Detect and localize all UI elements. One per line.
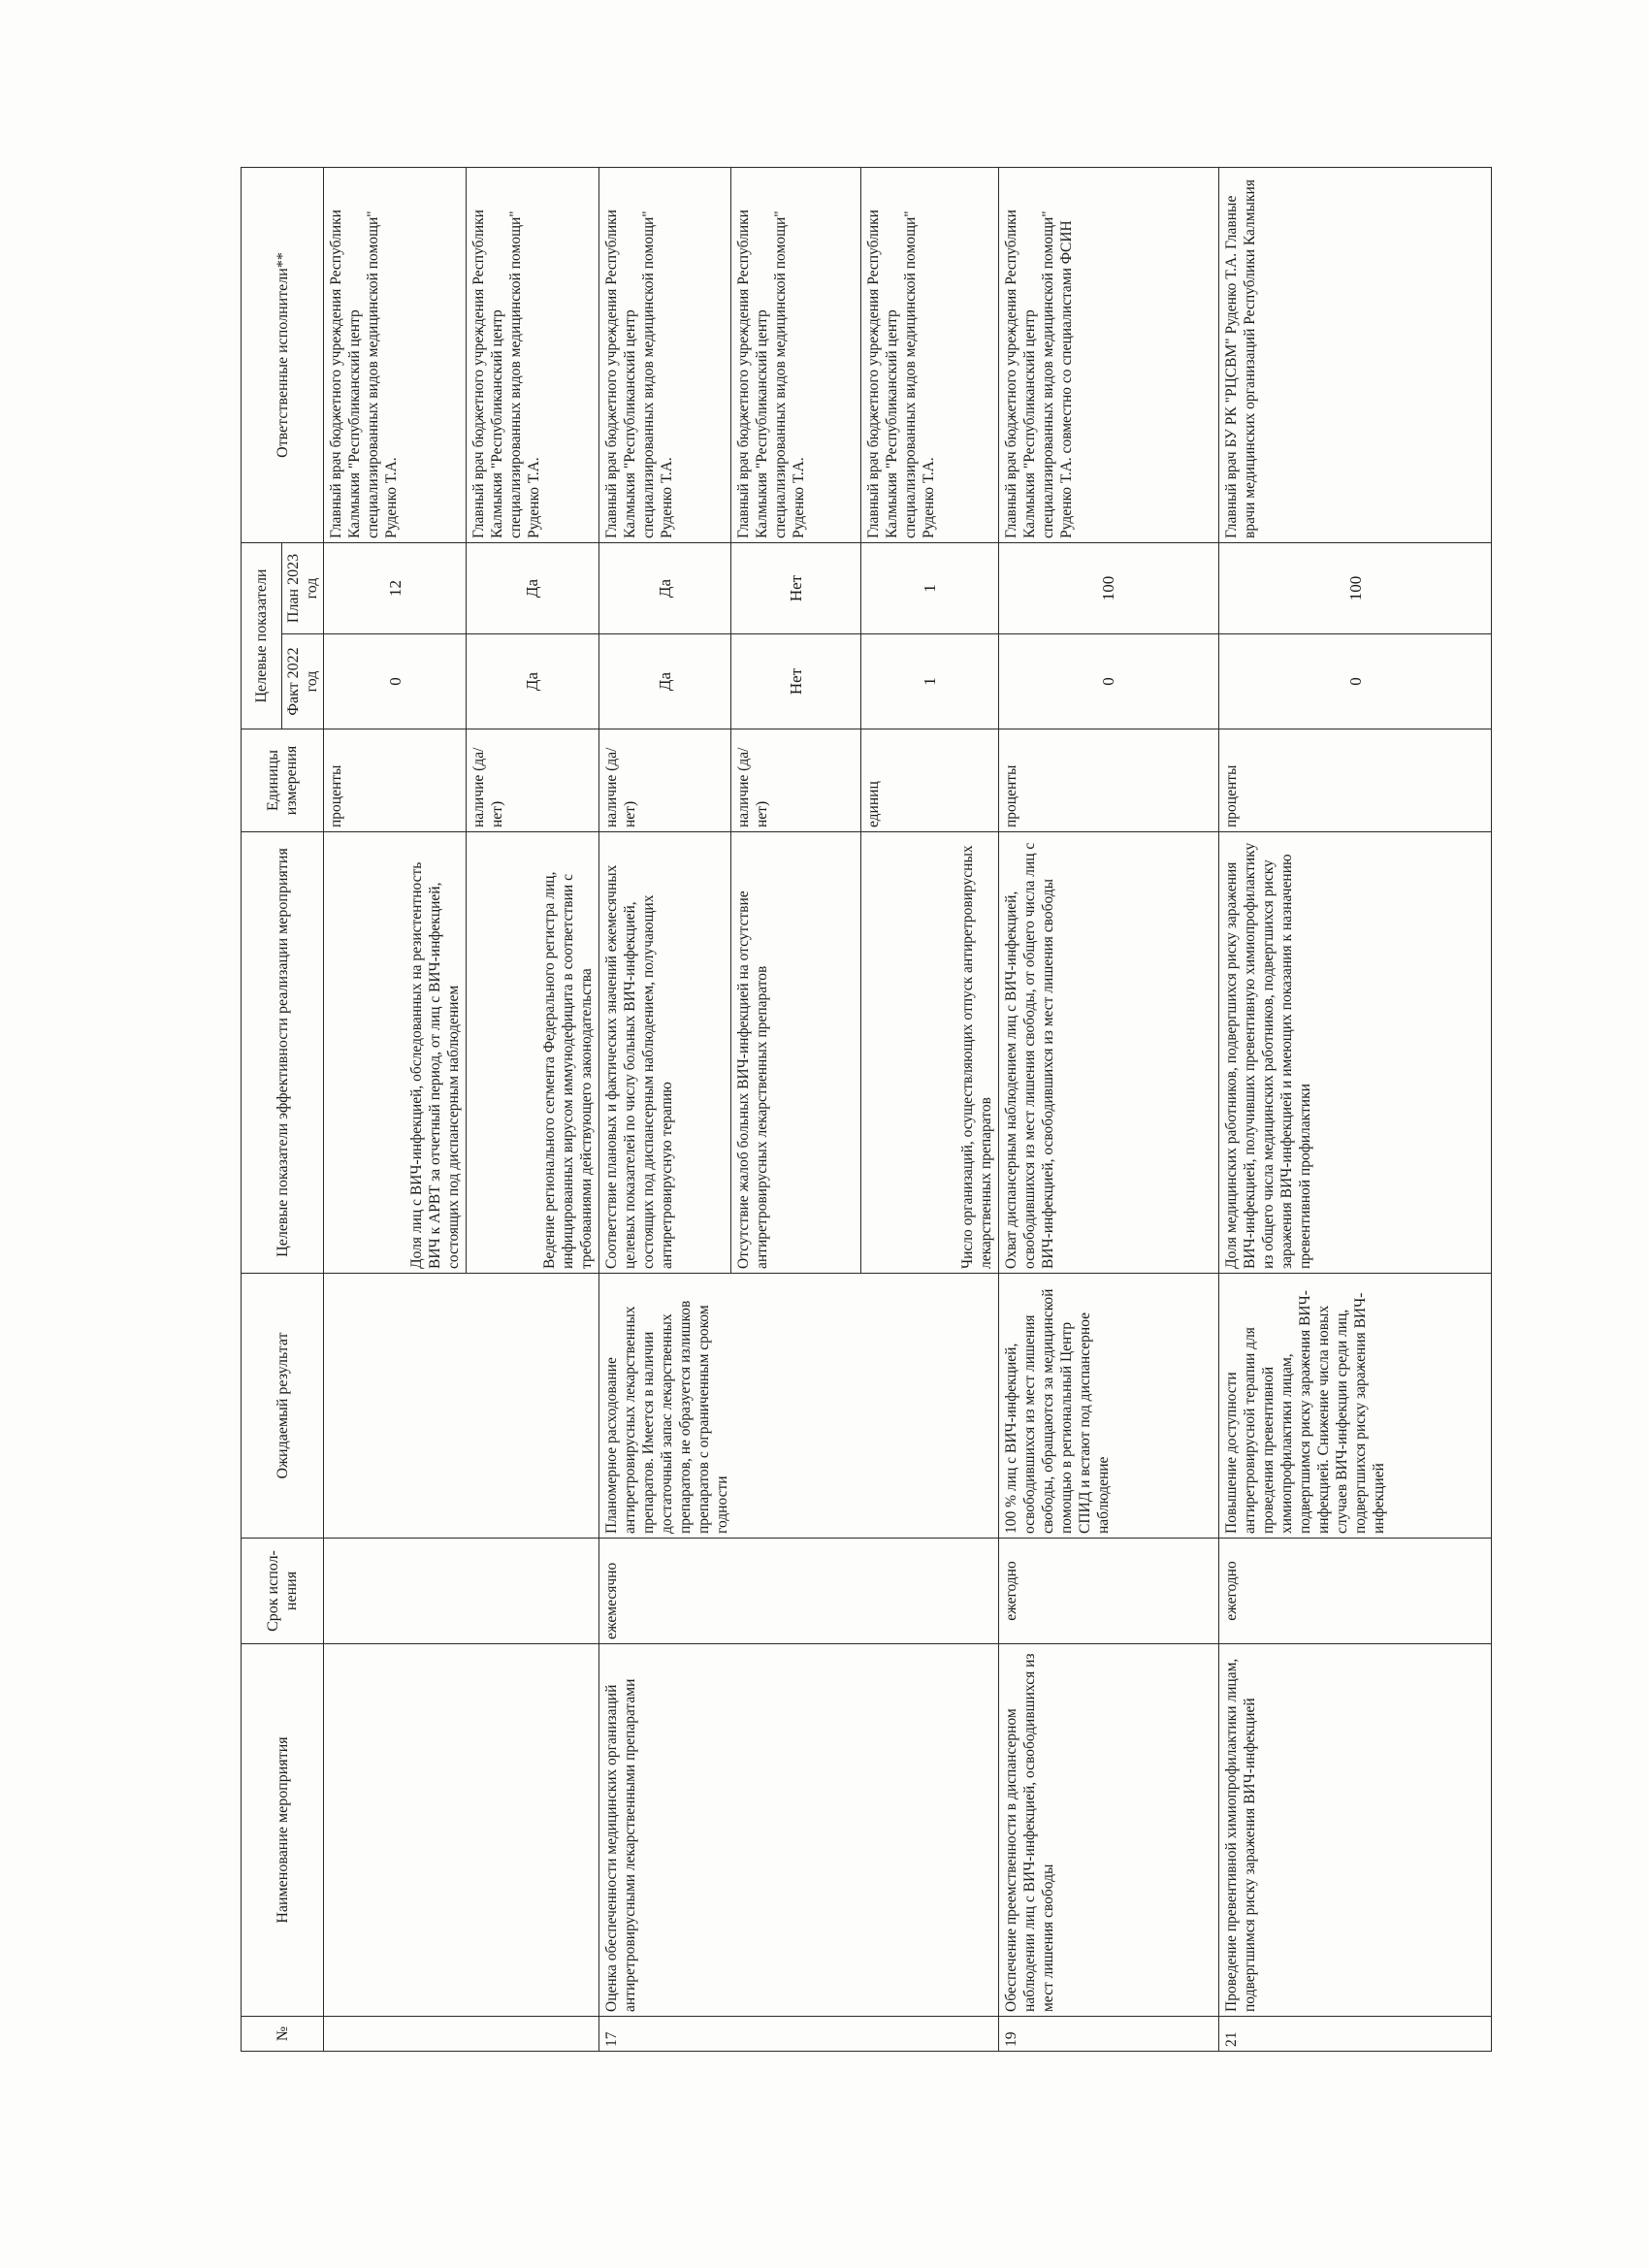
header-target-group: Целевые показатели [242, 543, 282, 729]
header-responsible: Ответственные исполнители** [242, 168, 324, 543]
row-term [324, 1539, 599, 1644]
row-num: 21 [1219, 2017, 1492, 2052]
row-fact: 0 [998, 634, 1218, 729]
row-plan: Нет [731, 543, 861, 634]
rotated-table-container [241, 168, 1492, 2052]
row-plan: 1 [860, 543, 998, 634]
row-fact: 0 [324, 634, 467, 729]
row-fact: 0 [1219, 634, 1492, 729]
row-term: ежемесячно [598, 1539, 998, 1644]
row-fact: 1 [860, 634, 998, 729]
row-unit: проценты [998, 729, 1218, 832]
header-name: Наименование мероприятия [242, 1644, 324, 2017]
row-fact: Да [467, 634, 598, 729]
row-unit: наличие (да/нет) [598, 729, 730, 832]
row-num: 19 [998, 2017, 1218, 2052]
row-indicator: Ведение регионального сегмента Федерального регистра лиц, инфицированных вирусом иммунодефицита в соответствии с требованиями действующего законодательства [467, 832, 598, 1274]
row-fact: Да [598, 634, 730, 729]
row-result: Планомерное расходование антиретровирусных лекарственных препаратов. Имеется в наличии достаточный запас лекарственных препаратов, не образуется излишков препаратов с ограниченным сроком годности [598, 1274, 998, 1539]
row-unit: единиц [860, 729, 998, 832]
row-unit: наличие (да/нет) [731, 729, 861, 832]
header-num: № [242, 2017, 324, 2052]
table-header [242, 168, 324, 2052]
row-plan: Да [467, 543, 598, 634]
row-name [324, 1644, 599, 2017]
table-body [324, 168, 1492, 2052]
header-fact: Факт 2022 год [282, 634, 324, 729]
row-term: ежегодно [998, 1539, 1218, 1644]
table-row [998, 168, 1218, 2052]
header-unit: Единицы измерения [242, 729, 324, 832]
row-result: 100 % лиц с ВИЧ-инфекцией, освободившихся из мест лишения свободы, обращаются за медицинской помощью в региональный Центр СПИД и встают под диспансерное наблюдение [998, 1274, 1218, 1539]
row-indicator: Доля медицинских работников, подвергшихся риску заражения ВИЧ-инфекцией, получивших превентивную химиопрофилактику из общего числа медицинских работников, подвергшихся риску заражения ВИЧ-инфекцией и имеющих показания к назначению превентивной профилактики [1219, 832, 1492, 1274]
row-name: Оценка обеспеченности медицинских организаций антиретровирусными лекарственными препаратами [598, 1644, 998, 2017]
row-indicator: Доля лиц с ВИЧ-инфекцией, обследованных на резистентность ВИЧ к АРВТ за отчетный период, от лиц с ВИЧ-инфекцией, состоящих под диспансерным наблюдением [324, 832, 467, 1274]
row-unit: наличие (да/нет) [467, 729, 598, 832]
row-plan: 100 [1219, 543, 1492, 634]
measures-table [241, 167, 1492, 2052]
table-row [324, 168, 467, 2052]
row-responsible: Главный врач бюджетного учреждения Республики Калмыкия "Республиканский центр специализированных видов медицинской помощи" Руденко Т.А. [731, 168, 861, 543]
row-result [324, 1274, 599, 1539]
row-responsible: Главный врач бюджетного учреждения Республики Калмыкия "Республиканский центр специализированных видов медицинской помощи" Руденко Т.А. [598, 168, 730, 543]
row-fact: Нет [731, 634, 861, 729]
row-responsible: Главный врач БУ РК "РЦСВМ" Руденко Т.А. Главные врачи медицинских организаций Республики Калмыкия [1219, 168, 1492, 543]
row-num: 17 [598, 2017, 998, 2052]
row-responsible: Главный врач бюджетного учреждения Республики Калмыкия "Республиканский центр специализированных видов медицинской помощи" Руденко Т.А. [860, 168, 998, 543]
row-name: Проведение превентивной химиопрофилактики лицам, подвергшимся риску заражения ВИЧ-инфекцией [1219, 1644, 1492, 2017]
table-row [1219, 168, 1492, 2052]
row-responsible: Главный врач бюджетного учреждения Республики Калмыкия "Республиканский центр специализированных видов медицинской помощи" Руденко Т.А. совместно со специалистами ФСИН [998, 168, 1218, 543]
row-plan: 12 [324, 543, 467, 634]
row-plan: 100 [998, 543, 1218, 634]
row-unit: проценты [1219, 729, 1492, 832]
row-indicator: Число организаций, осуществляющих отпуск антиретровирусных лекарственных препаратов [860, 832, 998, 1274]
row-plan: Да [598, 543, 730, 634]
row-indicator: Отсутствие жалоб больных ВИЧ-инфекцией на отсутствие антиретровирусных лекарственных препаратов [731, 832, 861, 1274]
row-responsible: Главный врач бюджетного учреждения Республики Калмыкия "Республиканский центр специализированных видов медицинской помощи" Руденко Т.А. [467, 168, 598, 543]
row-term: ежегодно [1219, 1539, 1492, 1644]
row-responsible: Главный врач бюджетного учреждения Республики Калмыкия "Республиканский центр специализированных видов медицинской помощи" Руденко Т.А. [324, 168, 467, 543]
row-num [324, 2017, 599, 2052]
row-indicator: Соответствие плановых и фактических значений ежемесячных целевых показателей по числу больных ВИЧ-инфекцией, состоящих под диспансерным наблюдением, получающих антиретровирусную терапию [598, 832, 730, 1274]
row-unit: проценты [324, 729, 467, 832]
row-name: Обеспечение преемственности в диспансерном наблюдении лиц с ВИЧ-инфекцией, освободившихся из мест лишения свободы [998, 1644, 1218, 2017]
header-plan: План 2023 год [282, 543, 324, 634]
header-term: Срок испол- нения [242, 1539, 324, 1644]
header-result: Ожидаемый результат [242, 1274, 324, 1539]
table-row [598, 168, 730, 2052]
row-result: Повышение доступности антиретровирусной терапии для проведения превентивной химиопрофилактики лицам, подвергшимся риску заражения ВИЧ-инфекцией. Снижение числа новых случаев ВИЧ-инфекции среди лиц, подвергшихся риску заражения ВИЧ-инфекцией [1219, 1274, 1492, 1539]
header-indicators: Целевые показатели эффективности реализации мероприятия [242, 832, 324, 1274]
row-indicator: Охват диспансерным наблюдением лиц с ВИЧ-инфекцией, освободившихся из мест лишения свободы, от общего числа лиц с ВИЧ-инфекцией, освободившихся из мест лишения свободы [998, 832, 1218, 1274]
